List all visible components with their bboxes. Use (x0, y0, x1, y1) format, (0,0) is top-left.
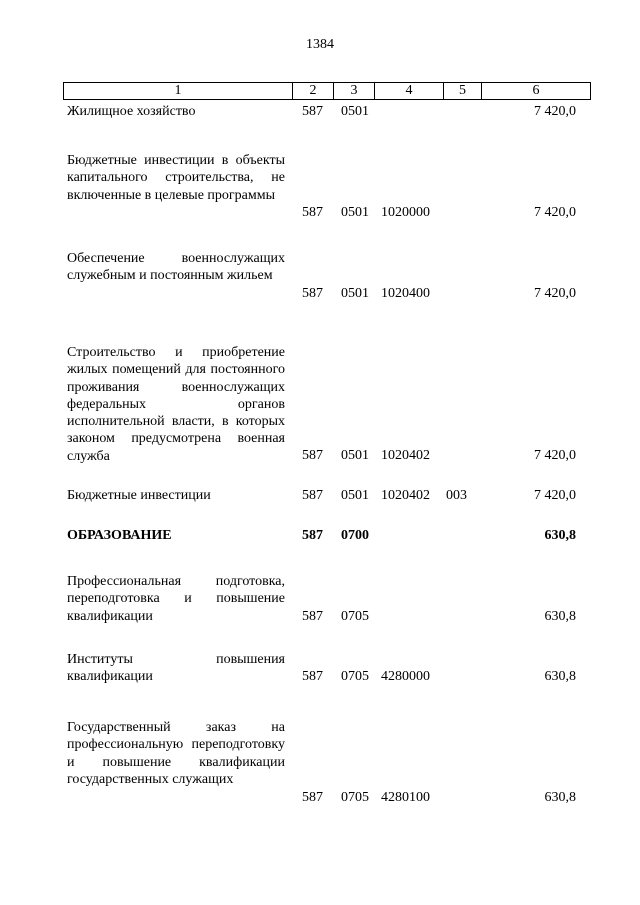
column-header-1: 1 (64, 83, 293, 100)
row-amount: 7 420,0 (534, 205, 576, 220)
column-header-table (63, 82, 591, 100)
row-section-code: 0705 (341, 790, 369, 805)
row-target-code: 1020402 (381, 488, 430, 503)
row-target-code: 1020402 (381, 448, 430, 463)
row-ministry-code: 587 (302, 609, 323, 624)
column-header-row (64, 83, 591, 100)
row-ministry-code: 587 (302, 448, 323, 463)
row-ministry-code: 587 (302, 488, 323, 503)
row-target-code: 1020000 (381, 205, 430, 220)
row-amount: 7 420,0 (534, 448, 576, 463)
row-ministry-code: 587 (302, 205, 323, 220)
row-target-code: 1020400 (381, 286, 430, 301)
row-name: Профессиональная подготовка, переподготовка и повышение квалификации (67, 574, 285, 624)
row-name: Жилищное хозяйство (67, 104, 196, 119)
row-target-code: 4280000 (381, 669, 430, 684)
row-name: Обеспечение военнослужащих служебным и постоянным жильем (67, 251, 285, 284)
row-section-code: 0700 (341, 528, 369, 543)
row-name: ОБРАЗОВАНИЕ (67, 528, 172, 543)
row-section-code: 0705 (341, 609, 369, 624)
row-amount: 7 420,0 (534, 104, 576, 119)
row-section-code: 0705 (341, 669, 369, 684)
row-section-code: 0501 (341, 286, 369, 301)
row-amount: 630,8 (544, 528, 576, 543)
row-section-code: 0501 (341, 205, 369, 220)
row-target-code: 4280100 (381, 790, 430, 805)
column-header-2: 2 (293, 83, 334, 100)
row-amount: 630,8 (544, 609, 576, 624)
row-ministry-code: 587 (302, 528, 323, 543)
row-ministry-code: 587 (302, 104, 323, 119)
row-amount: 7 420,0 (534, 488, 576, 503)
row-amount: 630,8 (544, 669, 576, 684)
row-ministry-code: 587 (302, 286, 323, 301)
row-amount: 7 420,0 (534, 286, 576, 301)
row-amount: 630,8 (544, 790, 576, 805)
row-section-code: 0501 (341, 488, 369, 503)
row-name: Строительство и приобретение жилых помещений для постоянного проживания военнослужащих федеральных органов исполнительной власти, в которых законом предусмотрена военная служба (67, 345, 285, 464)
row-section-code: 0501 (341, 104, 369, 119)
row-ministry-code: 587 (302, 790, 323, 805)
column-header-5: 5 (444, 83, 482, 100)
row-name: Бюджетные инвестиции (67, 488, 211, 503)
row-name: Государственный заказ на профессиональную переподготовку и повышение квалификации государственных служащих (67, 720, 285, 787)
page-number: 1384 (306, 37, 334, 52)
column-header-6: 6 (482, 83, 591, 100)
row-section-code: 0501 (341, 448, 369, 463)
row-ministry-code: 587 (302, 669, 323, 684)
row-name: Бюджетные инвестиции в объекты капитального строительства, не включенные в целевые программы (67, 153, 285, 203)
column-header-3: 3 (334, 83, 375, 100)
row-expense-type-code: 003 (446, 488, 467, 503)
row-name: Институты повышения квалификации (67, 652, 285, 685)
column-header-4: 4 (375, 83, 444, 100)
